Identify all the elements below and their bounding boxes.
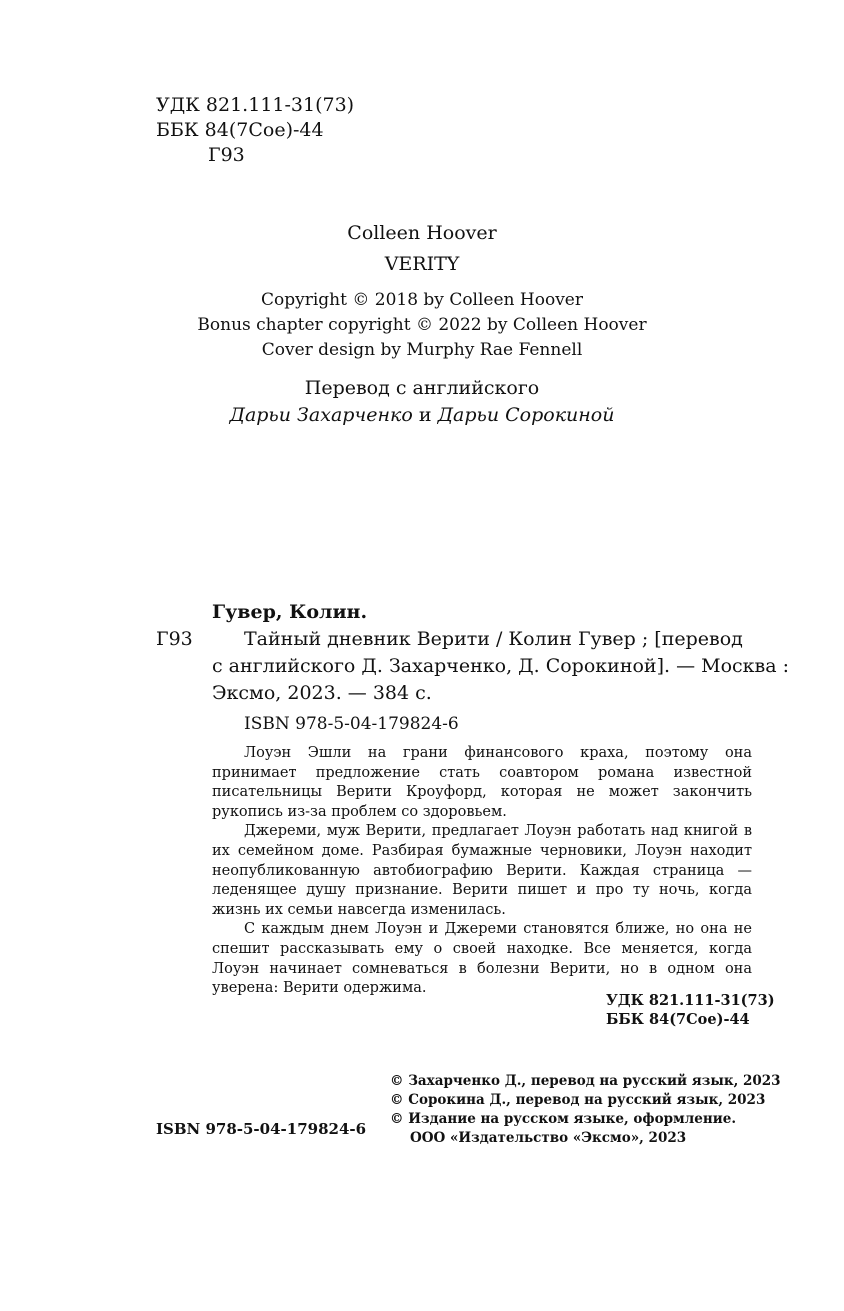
translator-conjunction: и [418,404,432,426]
annotation-paragraph: Джереми, муж Верити, предлагает Лоуэн работать над книгой в их семейном доме. Разбирая бумажные черновики, Лоуэн находит неопубликованную автобиографию Верити. Каждая страница — леденящее душу признание. Верити пишет и про ту ночь, когда жизнь их семьи навсегда изменилась. [212,823,752,918]
entry-heading: Гувер, Колин. [212,601,368,623]
bbk-code-top: ББК 84(7Сое)-44 [156,119,324,141]
entry-line-1: Тайный дневник Верити / Колин Гувер ; [перевод [244,628,743,650]
original-author: Colleen Hoover [347,222,497,244]
annotation-paragraph: Лоуэн Эшли на грани финансового краха, поэтому она принимает предложение стать соавтором романа известной писательницы Верити Кроуфорд, которая не может закончить рукопись из-за проблем со здоровьем. [212,745,752,820]
copyright-notice-3: © Издание на русском языке, оформление. [390,1111,737,1127]
copyright-line-1: Copyright © 2018 by Colleen Hoover [261,290,583,310]
translator-1: Дарьи Захарченко [229,404,413,426]
copyright-notice-1: © Захарченко Д., перевод на русский язык, 2023 [390,1073,781,1089]
isbn-bottom: ISBN 978-5-04-179824-6 [156,1120,367,1138]
entry-line-2: с английского Д. Захарченко, Д. Сорокиной]. — Москва : [212,655,789,677]
udk-code-bottom: УДК 821.111-31(73) [606,992,775,1009]
translators-line [0,404,844,426]
entry-line-3: Эксмо, 2023. — 384 с. [212,682,432,704]
bbk-code-bottom: ББК 84(7Сое)-44 [606,1011,750,1028]
entry-cutter: Г93 [156,628,193,650]
annotation [212,744,752,999]
copyright-notice-2: © Сорокина Д., перевод на русский язык, 2023 [390,1092,766,1108]
udk-code-top: УДК 821.111-31(73) [156,94,355,116]
publisher-notice: ООО «Издательство «Эксмо», 2023 [410,1130,687,1146]
translation-label: Перевод с английского [304,377,540,399]
translator-2: Дарьи Сорокиной [437,404,615,426]
original-title: VERITY [384,253,460,275]
cutter-code-top: Г93 [208,144,245,166]
copyright-line-2: Bonus chapter copyright © 2022 by Colleen Hoover [197,315,647,335]
annotation-paragraph: С каждым днем Лоуэн и Джереми становятся ближе, но она не спешит рассказывать ему о своей находке. Все меняется, когда Лоуэн начинает сомневаться в болезни Верити, но в одном она уверена: Верити одержима. [212,921,752,997]
cover-design-line: Cover design by Murphy Rae Fennell [261,340,583,360]
entry-isbn: ISBN 978-5-04-179824-6 [244,714,459,734]
